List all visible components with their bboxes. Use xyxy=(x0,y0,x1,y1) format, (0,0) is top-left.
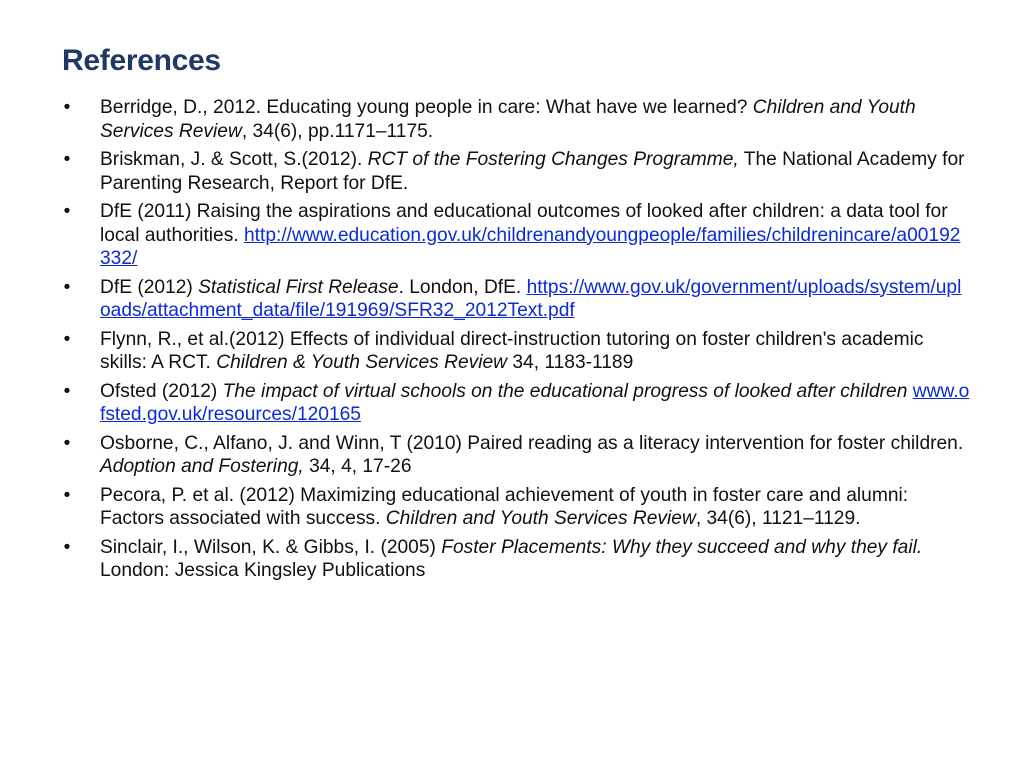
reference-text: 34, 4, 17-26 xyxy=(303,456,412,477)
reference-item xyxy=(60,148,970,195)
reference-italic-text: The impact of virtual schools on the educational progress of looked after children xyxy=(222,380,908,402)
reference-italic-text: Children and Youth Services Review xyxy=(385,508,696,529)
reference-item xyxy=(60,484,970,531)
reference-list xyxy=(60,96,970,588)
bullet-icon: • xyxy=(63,201,71,222)
bullet-icon: • xyxy=(63,276,71,298)
reference-italic-text: RCT of the Fostering Changes Programme, xyxy=(367,149,739,170)
slide-title: References xyxy=(62,44,221,77)
reference-text: 34, 1183-1189 xyxy=(507,352,634,373)
reference-text: The National Academy for Parenting Research, Report for DfE. xyxy=(100,149,965,194)
reference-item xyxy=(60,200,970,271)
reference-text: Ofsted (2012) xyxy=(100,380,223,402)
reference-link[interactable]: www.ofsted.gov.uk/resources/120165 xyxy=(100,380,970,425)
reference-text: . London, DfE. xyxy=(398,276,527,298)
reference-link[interactable]: http://www.education.gov.uk/childrenandyoungpeople/families/childrenincare/a00192332/ xyxy=(100,224,961,269)
reference-text: Flynn, R., et al.(2012) Effects of individual direct-instruction tutoring on foster children's academic skills: A RCT. xyxy=(100,328,924,373)
bullet-icon: • xyxy=(63,380,71,402)
reference-text: London: Jessica Kingsley Publications xyxy=(100,560,426,581)
reference-text: Berridge, D., 2012. Educating young people in care: What have we learned? xyxy=(100,97,753,118)
reference-text: DfE (2012) xyxy=(100,276,199,298)
reference-item xyxy=(60,328,970,375)
reference-italic-text: Children & Youth Services Review xyxy=(216,352,508,373)
reference-item xyxy=(60,276,970,323)
reference-item xyxy=(60,536,970,583)
bullet-icon: • xyxy=(63,432,71,454)
reference-text: , 34(6), 1121–1129. xyxy=(695,508,861,529)
reference-text: Briskman, J. & Scott, S.(2012). xyxy=(100,149,368,170)
reference-text: Sinclair, I., Wilson, K. & Gibbs, I. (2005) xyxy=(100,536,442,558)
reference-text: Osborne, C., Alfano, J. and Winn, T (2010) Paired reading as a literacy intervention for foster children. xyxy=(100,432,964,454)
bullet-icon: • xyxy=(63,536,71,558)
bullet-icon: • xyxy=(63,484,71,506)
reference-item xyxy=(60,96,970,143)
reference-item xyxy=(60,432,970,479)
reference-italic-text: Children and Youth Services Review xyxy=(100,97,916,142)
reference-italic-text: Foster Placements: Why they succeed and why they fail. xyxy=(441,536,923,558)
bullet-icon: • xyxy=(63,97,71,118)
reference-text: DfE (2011) Raising the aspirations and educational outcomes of looked after children: a data tool for local authorities. xyxy=(100,201,948,246)
reference-text: Pecora, P. et al. (2012) Maximizing educational achievement of youth in foster care and alumni: Factors associated with success. xyxy=(100,484,909,529)
reference-text: , 34(6), pp.1171–1175. xyxy=(241,120,434,142)
reference-link[interactable]: https://www.gov.uk/government/uploads/system/uploads/attachment_data/file/191969/SFR32_2012Text.pdf xyxy=(100,276,962,321)
bullet-icon: • xyxy=(63,328,71,350)
bullet-icon: • xyxy=(63,149,71,170)
reference-italic-text: Statistical First Release xyxy=(198,276,399,298)
reference-italic-text: Adoption and Fostering, xyxy=(100,456,304,477)
reference-item xyxy=(60,380,970,427)
